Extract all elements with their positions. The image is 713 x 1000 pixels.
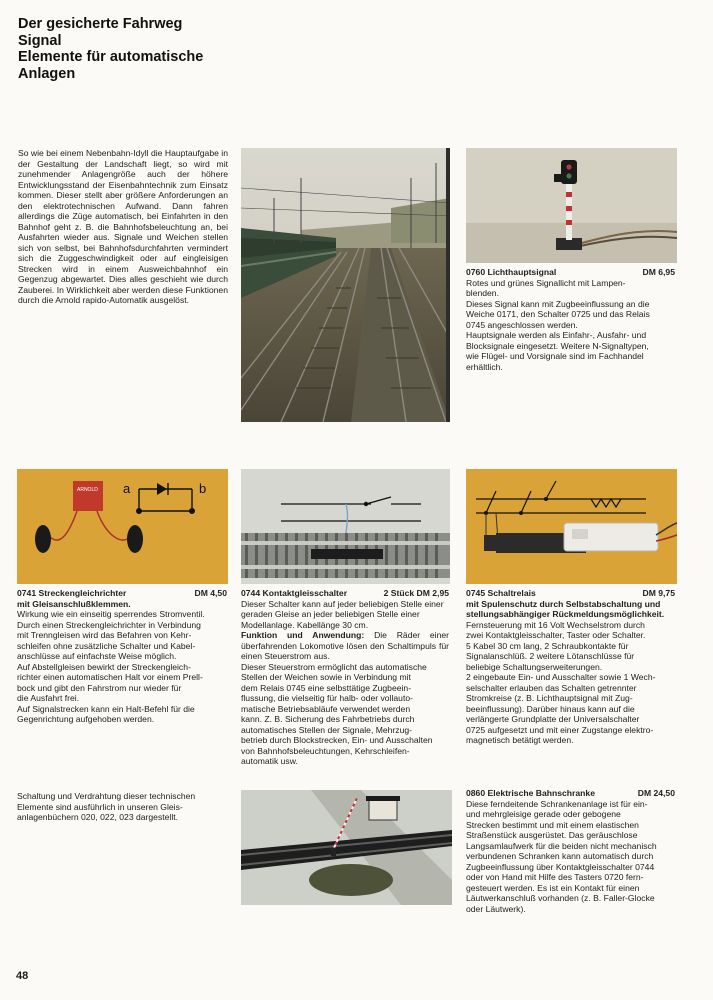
railway-tracks-photo (241, 148, 450, 422)
product-0860-line: oder von Hand mit Hilfe des Tasters 0720 fern- (466, 872, 644, 882)
product-0860-number: 0860 (466, 788, 486, 798)
page-headline (18, 16, 318, 82)
product-0760-name: Lichthauptsignal (487, 267, 557, 277)
product-0741-line: Durch einen Streckengleichrichter in Verbindung (17, 619, 201, 630)
product-0744-line: kann. Z. B. Sicherung des Fahrbetriebs durch (241, 714, 415, 724)
diagram-label-b: b (199, 481, 207, 496)
product-0744-line: dem Relais 0745 eine selbsttätige Zugbeein- (241, 682, 412, 693)
product-0741-line: Wirkung wie ein einseitig sperrendes Stromventil. (17, 609, 205, 619)
wiring-note-line: Elemente sind ausführlich in unseren Gleis- (17, 801, 183, 812)
product-0741-name: Streckengleichrichter (38, 588, 127, 598)
product-0741-line: bock und gibt den Fahrstrom nur wieder für (17, 682, 182, 693)
product-0860-line: Strecken bestimmt und mit einem elastischen (466, 819, 639, 830)
product-0744-price: 2 Stück DM 2,95 (383, 588, 449, 598)
product-0741-line: schleifen ohne zusätzliche Schalter und Kabel- (17, 640, 196, 651)
product-0860-line: verbundenen Schranken kann automatisch durch (466, 851, 654, 861)
product-0744-line: geraden Gleise an jeder beliebigen Stelle einer (241, 609, 420, 619)
product-0744-block (241, 588, 449, 767)
product-0745-line: beliebige Schaltungserweiterungen. (466, 661, 603, 672)
intro-paragraph: So wie bei einem Nebenbahn-Idyll die Hauptaufgabe in der Gestaltung der Landschaft liegt, so wird mit zunehmender Anlagengröße auch der höhere Entwicklungsstand der Eisenbahntechnik zum Einsatz kommen. Dieser stellt aber größere Anforderungen an den elektrotechnischen Aufwand. Dann fahren allerdings die Züge automatisch, bei Einfahrten in den Bahnhof geht z. B. die Bahnhofsbeleuchtung an, bei Ausfahrten wieder aus. Signale und Weichen stellen sich von selbst, bei Bahnhofsdurchfahrten vermindert sich die Zuggeschwindigkeit oder auf eingleisigen Strecken wird in einem Ausweichbahnhof ein Gegenzug abgewartet. Dies alles geschieht wie durch Zauberei. In Wirklichkeit aber werden diese Funktionen durch die Arnold rapido-Automatik ausgelöst. (18, 148, 228, 305)
product-0760-line: erhältlich. (466, 361, 503, 372)
headline-line-4: Anlagen (18, 65, 76, 82)
product-0860-header (466, 788, 675, 799)
product-0744-line: von Bahnhofsbeleuchtungen, Kehrschleifen- (241, 745, 410, 756)
product-0745-line: zwei Kontaktgleisschalter, Taster oder Schalter. (466, 630, 646, 640)
product-0744-line: Stellen der Weichen sowie in Verbindung mit (241, 672, 411, 682)
product-0860-line: und mehrgleisige gerade oder gebogene (466, 809, 621, 819)
headline-line-2: Signal (18, 32, 62, 49)
product-0745-price: DM 9,75 (642, 588, 675, 598)
product-0745-line: 5 Kabel 30 cm lang, 2 Schraubkontakte für (466, 640, 629, 651)
light-signal-photo (466, 148, 677, 263)
product-0744-line: automatik usw. (241, 756, 298, 766)
wiring-note-line: anlagenbüchern 020, 022, 023 dargestellt. (17, 812, 179, 822)
product-0745-subtitle-1: mit Spulenschutz durch Selbstabschaltung und (466, 598, 661, 609)
product-0744-function-text: Die Räder einer überfahrenden Lokomotive lösen den Schaltimpuls für einen Steuerstrom aus. (241, 630, 450, 661)
product-0744-line: matische Betriebsabläufe verwendet werden (241, 703, 411, 714)
product-0860-line: Zugbeeinflussung über Kontaktgleisschalter 0744 (466, 861, 655, 872)
product-0741-price: DM 4,50 (194, 588, 227, 598)
product-0744-function (241, 630, 449, 662)
product-0744-function-title: Funktion und Anwendung: (241, 630, 365, 640)
product-0744-number: 0744 (241, 588, 261, 598)
product-0745-subtitle-2: stellungsabhängiger Rückmeldungsmöglichkeit. (466, 609, 665, 619)
product-0860-line: Straßenstück ausgerüstet. Das geräuschlose (466, 830, 638, 840)
product-0741-line: Auf Signalstrecken kann ein Halt-Befehl für die (17, 703, 195, 714)
product-0760-number: 0760 (466, 267, 486, 277)
product-0760-line: Dieses Signal kann mit Zugbeeinflussung an die (466, 298, 650, 309)
headline-line-1: Der gesicherte Fahrweg (18, 16, 183, 32)
wiring-note-line: Schaltung und Verdrahtung dieser technischen (17, 791, 196, 801)
product-0744-line: Dieser Steuerstrom ermöglicht das automatische (241, 661, 427, 672)
product-0760-line: Hauptsignale werden als Einfahr-, Ausfahr- und (466, 330, 647, 340)
product-0745-header (466, 588, 675, 599)
product-0745-line: verlängerte Grundplatte der Universalschalter (466, 714, 640, 724)
product-0860-block (466, 788, 675, 914)
product-0860-price: DM 24,50 (637, 788, 675, 798)
product-0744-header (241, 588, 449, 599)
product-0741-line: die Ausfahrt frei. (17, 693, 80, 703)
product-0741-line: mit Trenngleisen wird das Befahren von Kehr- (17, 630, 192, 640)
product-0741-number: 0741 (17, 588, 37, 598)
product-0745-line: 2 eingebaute Ein- und Ausschalter sowie 1 Wech- (466, 672, 656, 682)
headline-line-3: Elemente für automatische (18, 49, 204, 65)
product-0760-line: wie Flügel- und Vorsignale sind im Fachhandel (466, 351, 644, 361)
contact-switch-photo (241, 469, 450, 584)
product-0760-price: DM 6,95 (642, 267, 675, 277)
product-0860-line: Langsamlaufwerk für die beiden nicht mechanisch (466, 840, 657, 851)
product-0741-line: Auf Abstellgleisen bewirkt der Streckengleich- (17, 661, 191, 672)
product-0745-line: Stromkreise (z. B. Lichthauptsignal mit Zug- (466, 693, 633, 703)
product-0745-number: 0745 (466, 588, 486, 598)
product-0741-line: anschlüsse auf einfachste Weise möglich. (17, 651, 177, 661)
product-0760-header (466, 267, 675, 278)
product-0741-line: richter einen automatischen Halt vor einem Prell- (17, 672, 203, 682)
product-0745-block (466, 588, 675, 746)
wiring-note-block (17, 791, 229, 823)
product-0741-line: Gegenrichtung aufgehoben werden. (17, 714, 155, 724)
page-number: 48 (16, 970, 29, 982)
switch-relay-photo (466, 469, 677, 584)
product-0741-header (17, 588, 227, 599)
product-0745-line: Signalanschlüß. 2 weitere Lötanschlüsse für (466, 651, 635, 661)
product-0860-line: Läutwerkanschluß vorhanden (z. B. Faller-Glocke (466, 893, 655, 903)
product-0744-line: flussung, die vielseitig für halb- oder vollauto- (241, 693, 413, 703)
part-label: ARNOLD (77, 487, 98, 493)
product-0745-line: selschalter erlauben das Schalten getrennter (466, 682, 637, 693)
level-crossing-photo (241, 790, 452, 905)
product-0860-line: oder Läutwerk). (466, 903, 526, 914)
product-0760-line: Rotes und grünes Signallicht mit Lampen- (466, 277, 626, 288)
product-0745-line: magnetisch betätigt werden. (466, 735, 574, 745)
product-0860-name: Elektrische Bahnschranke (487, 788, 595, 798)
track-rectifier-photo (17, 469, 228, 584)
product-0745-line: Fernsteuerung mit 16 Volt Wechselstrom durch (466, 619, 645, 630)
product-0860-line: Diese ferndeitende Schrankenanlage ist für ein- (466, 798, 648, 809)
product-0744-name: Kontaktgleisschalter (262, 588, 348, 598)
product-0760-line: 0745 angeschlossen werden. (466, 319, 578, 330)
product-0744-line: Modellanlage. Kabellänge 30 cm. (241, 619, 369, 630)
product-0760-line: Weiche 0171, den Schalter 0725 und das Relais (466, 309, 650, 319)
product-0744-line: Dieser Schalter kann auf jeder beliebigen Stelle einer (241, 598, 444, 609)
product-0760-block (466, 267, 675, 372)
product-0860-line: gesteuert werden. Es ist ein Kontakt für einen (466, 882, 640, 893)
product-0745-name: Schaltrelais (487, 588, 536, 598)
product-0741-subtitle: mit Gleisanschlußklemmen. (17, 598, 131, 609)
diagram-label-a: a (123, 481, 131, 496)
product-0760-line: blenden. (466, 288, 499, 298)
product-0745-line: 0725 aufgesetzt und mit einer Zugstange elektro- (466, 724, 654, 735)
product-0745-line: beeinflussung). Darüber hinaus kann auf die (466, 703, 635, 714)
product-0744-line: automatisches Stellen der Signale, Mehrzug- (241, 724, 413, 735)
intro-text-block (18, 148, 228, 306)
product-0744-line: betrieb durch Blockstrecken, Ein- und Ausschalten (241, 735, 433, 745)
product-0741-block (17, 588, 227, 725)
product-0760-line: Blocksignale eingesetzt. Weitere N-Signaltypen, (466, 340, 649, 351)
